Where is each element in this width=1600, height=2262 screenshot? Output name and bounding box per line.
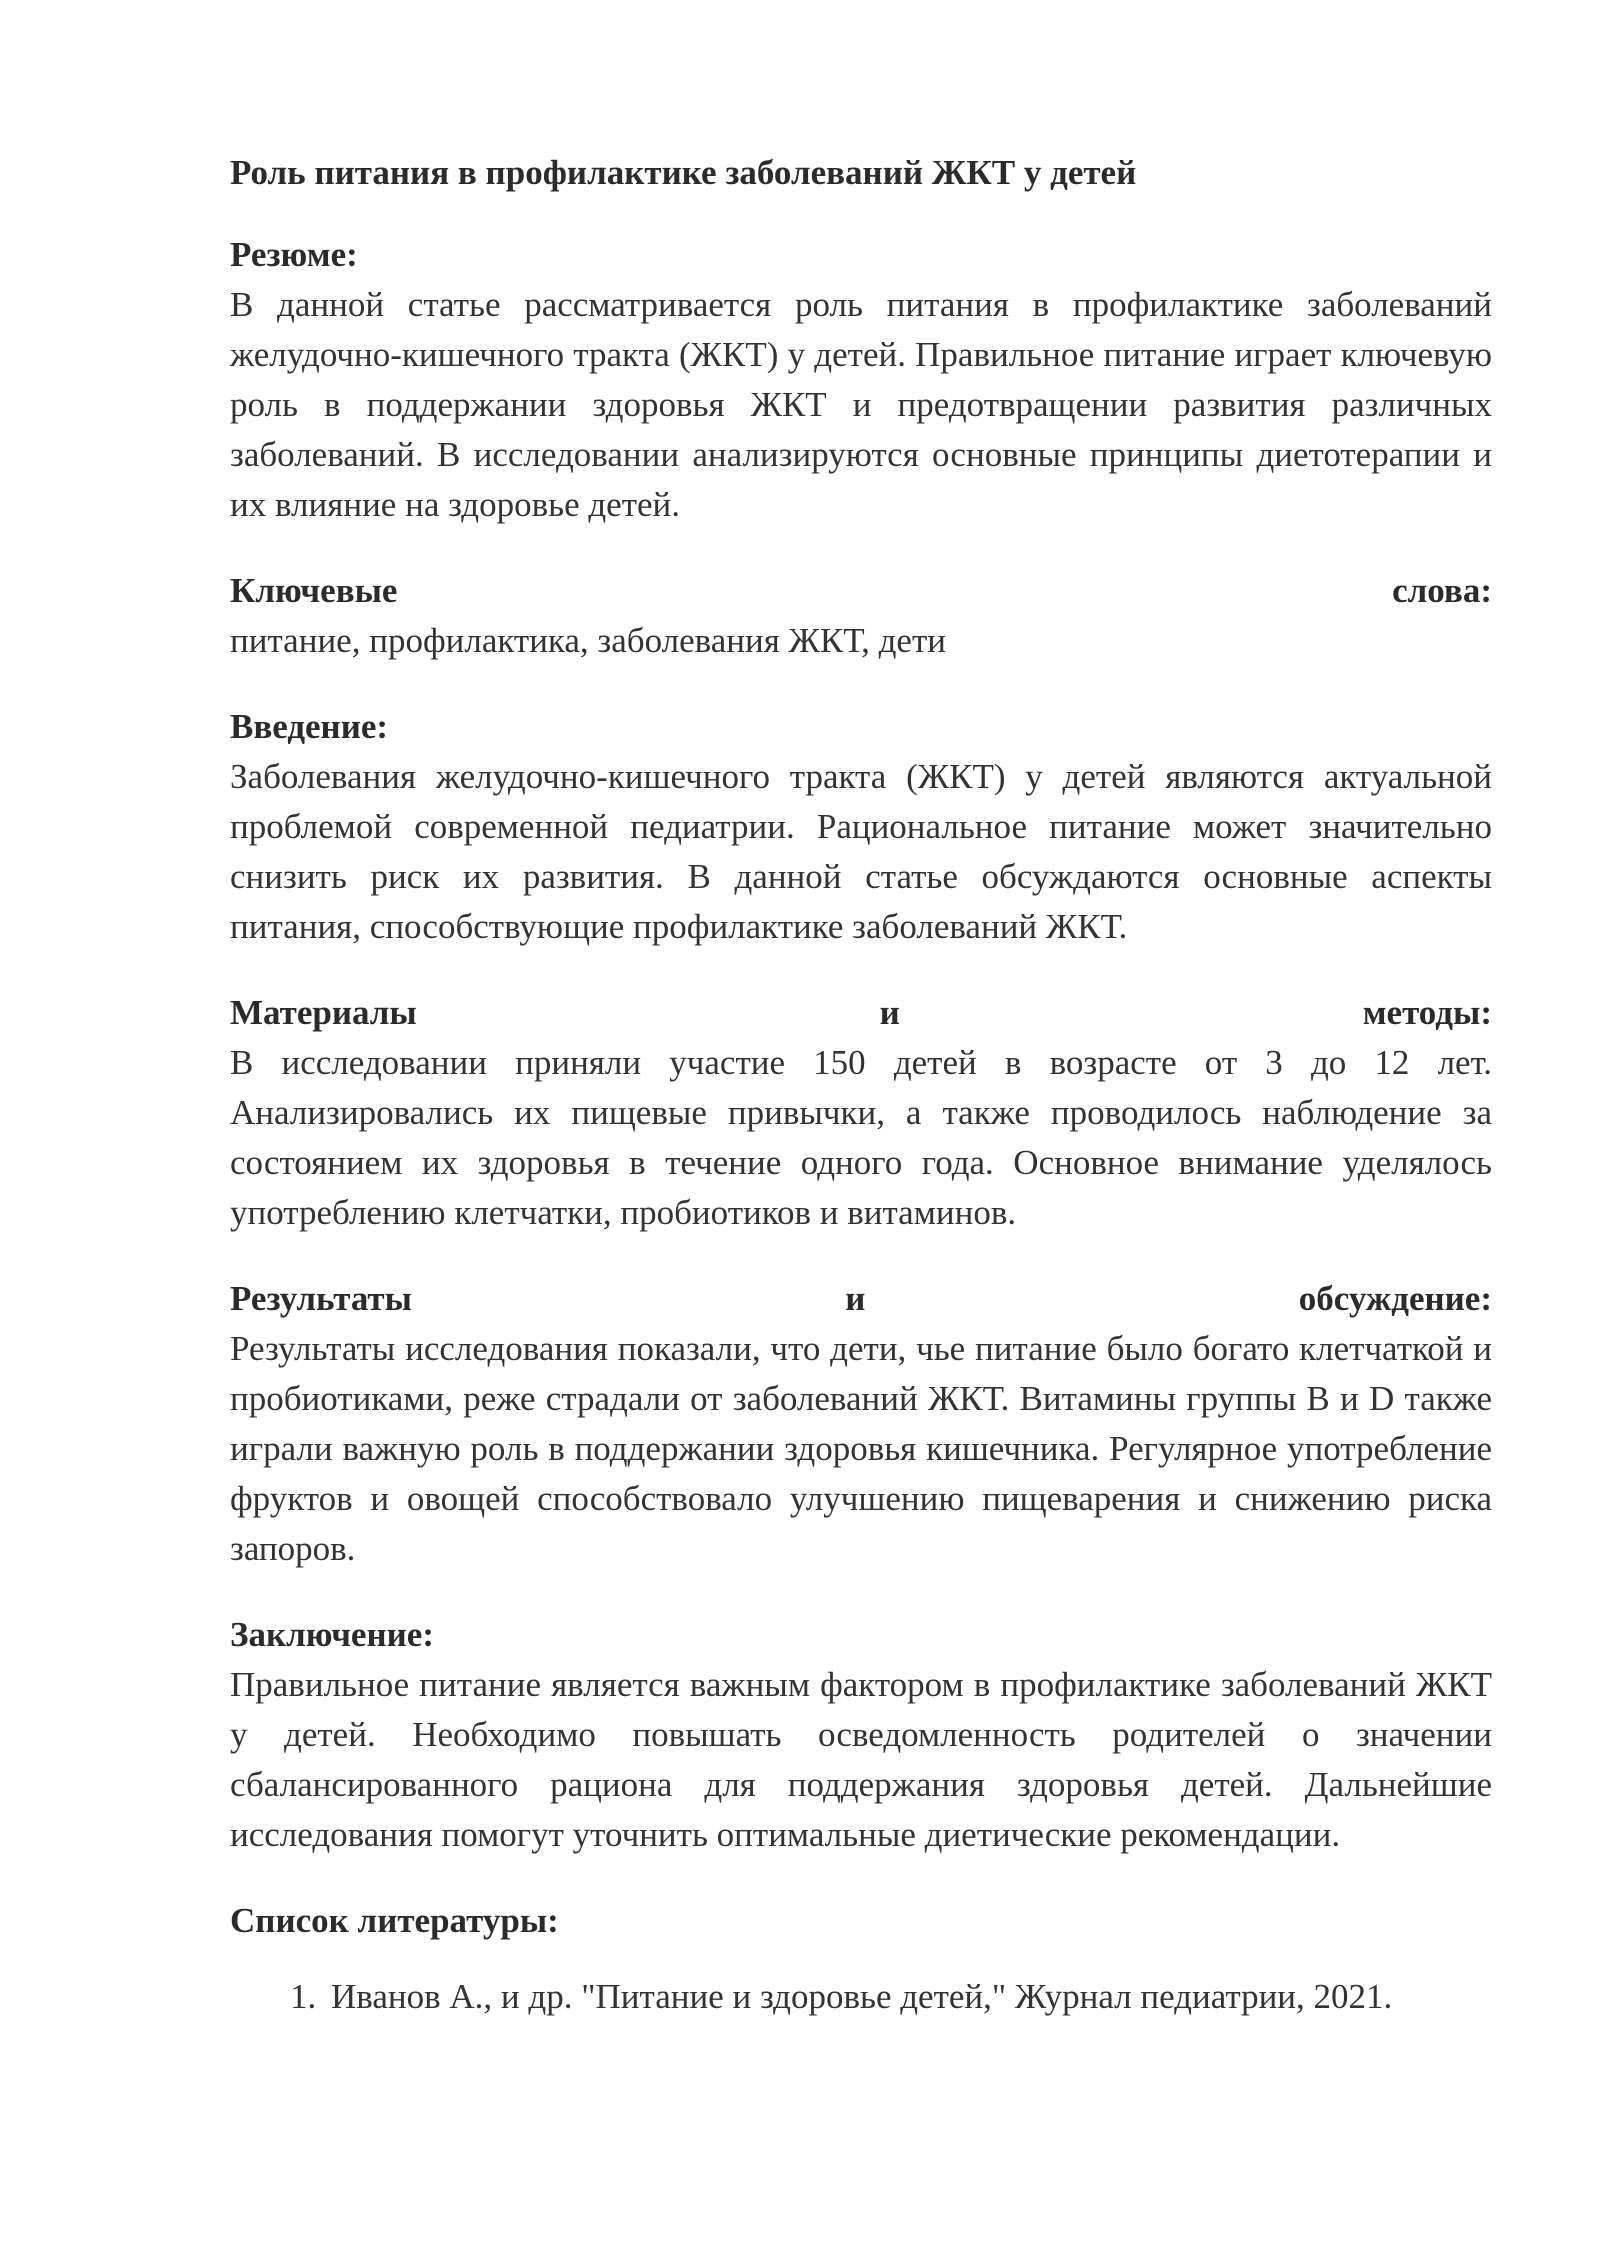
- section-results: [230, 1274, 1492, 1574]
- section-references: [230, 1896, 1492, 2022]
- keywords-text: питание, профилактика, заболевания ЖКТ, дети: [230, 621, 946, 660]
- references-list: [230, 1972, 1492, 2022]
- conclusion-heading: Заключение:: [230, 1615, 434, 1654]
- conclusion-text: Правильное питание является важным фактором в профилактике заболеваний ЖКТ у детей. Необходимо повышать осведомленность родителей о значении сбалансированного рациона для поддержания здоровья детей. Дальнейшие исследования помогут уточнить оптимальные диетические рекомендации.: [230, 1665, 1492, 1854]
- methods-text: В исследовании приняли участие 150 детей в возрасте от 3 до 12 лет. Анализировались их пищевые привычки, а также проводилось наблюдение за состоянием их здоровья в течение одного года. Основное внимание уделялось употреблению клетчатки, пробиотиков и витаминов.: [230, 1043, 1492, 1232]
- summary-heading: Резюме:: [230, 235, 358, 274]
- section-methods: [230, 988, 1492, 1238]
- section-introduction: [230, 702, 1492, 952]
- document-title: Роль питания в профилактике заболеваний ЖКТ у детей: [230, 153, 1137, 192]
- section-keywords: [230, 566, 1492, 666]
- results-heading: Результаты и обсуждение:: [230, 1279, 1492, 1318]
- results-text: Результаты исследования показали, что дети, чье питание было богато клетчаткой и пробиотиками, реже страдали от заболеваний ЖКТ. Витамины группы B и D также играли важную роль в поддержании здоровья кишечника. Регулярное употребление фруктов и овощей способствовало улучшению пищеварения и снижению риска запоров.: [230, 1329, 1492, 1568]
- reference-item: 1. Иванов А., и др. "Питание и здоровье детей," Журнал педиатрии, 2021.: [325, 1972, 1492, 2022]
- section-conclusion: [230, 1610, 1492, 1860]
- methods-heading: Материалы и методы:: [230, 993, 1492, 1032]
- references-heading: Список литературы:: [230, 1901, 559, 1940]
- document-page: [230, 148, 1492, 2058]
- introduction-text: Заболевания желудочно-кишечного тракта (ЖКТ) у детей являются актуальной проблемой современной педиатрии. Рациональное питание может значительно снизить риск их развития. В данной статье обсуждаются основные аспекты питания, способствующие профилактике заболеваний ЖКТ.: [230, 757, 1492, 946]
- introduction-heading: Введение:: [230, 707, 389, 746]
- section-summary: [230, 230, 1492, 530]
- summary-text: В данной статье рассматривается роль питания в профилактике заболеваний желудочно-кишечного тракта (ЖКТ) у детей. Правильное питание играет ключевую роль в поддержании здоровья ЖКТ и предотвращении развития различных заболеваний. В исследовании анализируются основные принципы диетотерапии и их влияние на здоровье детей.: [230, 285, 1492, 524]
- keywords-heading: Ключевые слова:: [230, 571, 1492, 610]
